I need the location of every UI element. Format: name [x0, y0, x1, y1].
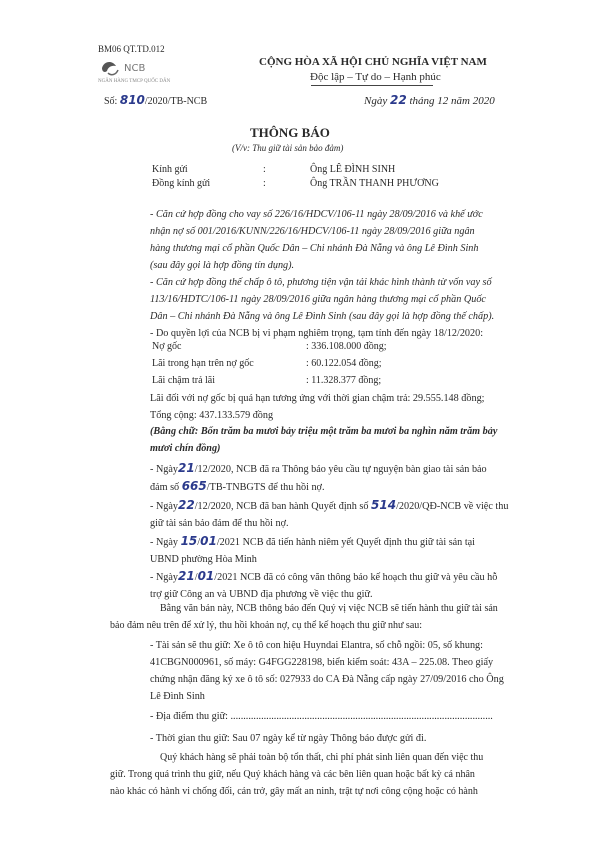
basis-credit-contract	[150, 206, 582, 274]
basis-1-line: (sau đây gọi là hợp đồng tín dụng).	[150, 260, 295, 271]
event-2-day: 22	[178, 498, 195, 512]
doc-number-handwritten: 810	[119, 93, 145, 107]
debt-intro: - Do quyền lợi của NCB bị vi phạm nghiêm trọng, tạm tính đến ngày 18/12/2020:	[150, 328, 484, 339]
notice-subtitle: (V/v: Thu giữ tài sản bảo đảm)	[232, 143, 344, 153]
event-3-post: /2021 NCB đã tiến hành niêm yết Quyết định thu giữ tài sản tại	[216, 537, 476, 548]
debt-late-interest-value: : 11.328.377 đồng;	[306, 375, 382, 386]
notice-title: THÔNG BÁO	[250, 125, 330, 140]
event-3-pre: - Ngày	[150, 537, 179, 548]
closing-line-1: Quý khách hàng sẽ phải toàn bộ tổn thất, chi phí phát sinh liên quan đến việc thu	[160, 752, 484, 763]
recipient-name-1: Ông LÊ ĐÌNH SINH	[310, 164, 396, 175]
debt-late-interest-label: Lãi chậm trả lãi	[152, 375, 216, 386]
event-1-text: đảm số	[150, 482, 180, 493]
event-4-pre: - Ngày	[150, 572, 179, 583]
plan-asset	[150, 637, 590, 705]
event-4-month: 01	[197, 569, 215, 583]
event-2-extra: giữ tài sản bảo đảm để thu hồi nợ.	[150, 518, 289, 529]
debt-interest-value: : 60.122.054 đồng;	[306, 358, 382, 369]
closing-line-3: nào khác có hành vi chống đối, cản trở, gây mất an ninh, trật tự nơi công cộng hoặc có hành	[110, 786, 478, 797]
event-2-pre: - Ngày	[150, 501, 179, 512]
recipient-sep-2: :	[263, 178, 266, 189]
notice-intro-line-1: Bằng văn bản này, NCB thông báo đến Quý vị việc NCB sẽ tiến hành thu giữ tài sản	[160, 603, 498, 614]
issue-date	[364, 93, 495, 107]
event-2-text: /12/2020, NCB đã ban hành Quyết định số	[194, 501, 369, 512]
debt-principal-value: : 336.108.000 đồng;	[306, 341, 387, 352]
closing-line-2: giữ. Trong quá trình thu giữ, nếu Quý khách hàng và các bên liên quan hoặc bất kỳ cá nhân	[110, 769, 475, 780]
form-code: BM06 QT.TD.012	[98, 44, 165, 54]
plan-location: - Địa điểm thu giữ: .......................................................................................................	[150, 711, 493, 722]
debt-total: Tổng cộng: 437.133.579 đồng	[150, 410, 274, 421]
debt-penalty: Lãi đối với nợ gốc bị quá hạn tương ứng với thời gian chậm trả: 29.555.148 đồng;	[150, 393, 485, 404]
event-4	[150, 568, 582, 603]
debt-interest-label: Lãi trong hạn trên nợ gốc	[152, 358, 254, 369]
basis-1-line: nhận nợ số 001/2016/KUNN/226/16/HDCV/106-11 ngày 28/09/2016 giữa ngân	[150, 226, 475, 237]
motto: Độc lập – Tự do – Hạnh phúc	[310, 71, 441, 83]
date-day-handwritten: 22	[389, 93, 407, 107]
event-1-day: 21	[178, 461, 195, 475]
basis-2-line: Dân – Chi nhánh Đà Nẵng và ông Lê Đình Sinh (sau đây gọi là hợp đồng thế chấp).	[150, 311, 495, 322]
motto-underline	[311, 85, 433, 86]
event-1-pre: - Ngày	[150, 464, 179, 475]
event-1-post: /TB-TNBGTS để thu hồi nợ.	[206, 482, 325, 493]
basis-2-line: 113/16/HDTC/106-11 ngày 28/09/2016 giữa ngân hàng thương mại cổ phần Quốc	[150, 294, 486, 305]
event-2-post: /2020/QĐ-NCB về việc thu	[396, 501, 509, 512]
debt-in-words	[150, 423, 582, 457]
bank-logo-icon	[98, 57, 172, 79]
debt-principal-label: Nợ gốc	[152, 341, 182, 352]
debt-in-words-line: mươi chín đồng)	[150, 443, 221, 454]
event-4-extra: trợ giữ Công an và UBND địa phương về việc thu giữ.	[150, 589, 373, 600]
recipient-label-1: Kính gửi	[152, 164, 188, 175]
event-3-text: /	[197, 537, 201, 548]
event-1-text: /12/2020, NCB đã ra Thông báo yêu cầu tự nguyện bàn giao tài sản bảo	[194, 464, 487, 475]
event-1	[150, 460, 582, 496]
event-1-number: 665	[181, 479, 207, 493]
event-4-text: /	[194, 572, 198, 583]
event-2	[150, 497, 582, 532]
event-3-day: 15	[180, 534, 198, 548]
basis-1-line: hàng thương mại cổ phần Quốc Dân – Chi nhánh Đà Nẵng và ông Lê Đình Sinh	[150, 243, 479, 254]
date-rest: tháng 12 năm 2020	[409, 95, 495, 107]
plan-asset-line: Lê Đình Sinh	[150, 691, 205, 702]
country-name: CỘNG HÒA XÃ HỘI CHỦ NGHĨA VIỆT NAM	[259, 56, 487, 68]
plan-asset-line: 41CBGN000961, số máy: G4FGG228198, biển kiểm soát: 43A – 225.08. Theo giấy	[150, 657, 494, 668]
notice-intro-line-2: bảo đảm nêu trên để xử lý, thu hồi khoản nợ, cụ thể kế hoạch thu giữ như sau:	[110, 620, 423, 631]
event-4-post: /2021 NCB đã có công văn thông báo kế hoạch thu giữ và yêu cầu hỗ	[214, 572, 498, 583]
bank-logo	[98, 57, 172, 77]
doc-number	[104, 93, 207, 107]
basis-mortgage-contract	[150, 274, 582, 325]
plan-time: - Thời gian thu giữ: Sau 07 ngày kể từ ngày Thông báo được gửi đi.	[150, 733, 427, 744]
recipient-sep-1: :	[263, 164, 266, 175]
bank-logo-text: NCB	[124, 63, 146, 74]
plan-asset-line: - Tài sản sẽ thu giữ: Xe ô tô con hiệu Huyndai Elantra, số chỗ ngồi: 05, số khung:	[150, 640, 483, 651]
debt-in-words-line: (Bằng chữ: Bốn trăm ba mươi bảy triệu một trăm ba mươi ba nghìn năm trăm bảy	[150, 426, 498, 437]
doc-number-prefix: Số:	[104, 96, 118, 107]
event-3	[150, 533, 582, 568]
event-3-month: 01	[200, 534, 217, 548]
basis-1-line: - Căn cứ hợp đồng cho vay số 226/16/HDCV/106-11 ngày 28/09/2016 và khế ước	[150, 209, 483, 220]
bank-logo-subtext: NGÂN HÀNG TMCP QUỐC DÂN	[98, 79, 171, 84]
event-3-extra: UBND phường Hòa Minh	[150, 554, 257, 565]
event-2-number: 514	[371, 498, 397, 512]
doc-number-suffix: /2020/TB-NCB	[144, 96, 208, 107]
event-4-day: 21	[178, 569, 195, 583]
recipient-label-2: Đồng kính gửi	[152, 178, 211, 189]
recipient-name-2: Ông TRẦN THANH PHƯƠNG	[310, 178, 439, 189]
basis-2-line: - Căn cứ hợp đồng thế chấp ô tô, phương tiện vận tải khác hình thành từ vốn vay số	[150, 277, 492, 288]
plan-asset-line: chứng nhận đăng ký xe ô tô số: 027933 do CA Đà Nẵng cấp ngày 27/09/2016 cho Ông	[150, 674, 504, 685]
date-prefix: Ngày	[364, 95, 388, 107]
